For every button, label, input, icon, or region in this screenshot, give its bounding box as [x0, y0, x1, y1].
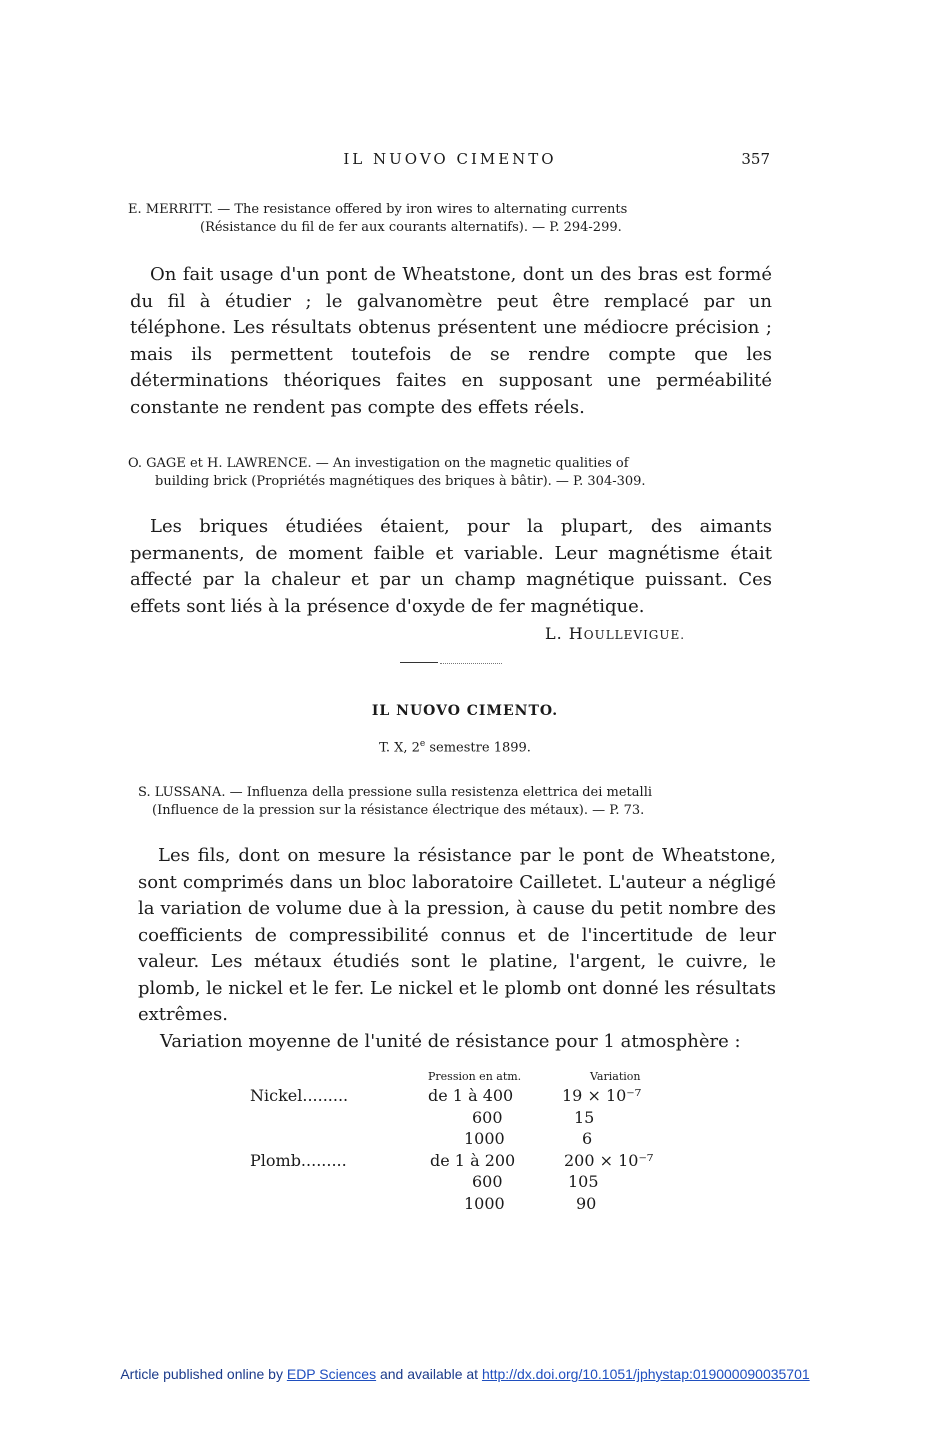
section-subtitle-part: semestre 1899.	[425, 740, 531, 756]
table-cell-pression: 600	[472, 1172, 503, 1191]
reference-gage-lawrence	[128, 455, 773, 491]
publisher-link[interactable]: EDP Sciences	[286, 1366, 377, 1382]
page-number: 357	[741, 150, 770, 168]
table-cell-variation: 15	[574, 1108, 595, 1127]
table-header-pression: Pression en atm.	[428, 1070, 522, 1083]
table-cell-variation: 6	[582, 1129, 593, 1148]
signature-initial: L. H	[545, 624, 584, 643]
table-cell-pression: 600	[472, 1108, 503, 1127]
paragraph-table-intro: Variation moyenne de l'unité de résistance pour 1 atmosphère :	[160, 1031, 741, 1052]
reference-line: O. GAGE et H. LAWRENCE. — An investigation on the magnetic qualities of	[128, 456, 629, 471]
resistance-table	[250, 1070, 690, 1220]
table-cell-pression: de 1 à 400	[428, 1086, 514, 1105]
section-divider-dots	[440, 663, 502, 664]
reference-line: E. MERRITT. — The resistance offered by iron wires to alternating currents	[128, 202, 628, 217]
table-cell-pression: 1000	[464, 1194, 505, 1213]
paragraph-lussana: Les fils, dont on mesure la résistance par le pont de Wheatstone, sont comprimés dans un bloc laboratoire Cailletet. L'auteur a négligé la variation de volume due à la pression, à cause du petit nombre des coefficients de compressibilité connus et de l'incertitude de leur valeur. Les métaux étudiés sont le platine, l'argent, le cuivre, le plomb, le nickel et le fer. Le nickel et le plomb ont donné les résultats extrêmes.	[138, 845, 776, 1025]
reference-lussana	[138, 784, 778, 820]
publisher-footer	[0, 1366, 930, 1382]
section-title: IL NUOVO CIMENTO.	[371, 703, 559, 719]
section-divider	[400, 662, 438, 663]
table-cell-pression: 1000	[464, 1129, 505, 1148]
table-cell-variation: 90	[576, 1194, 597, 1213]
author-signature	[545, 624, 685, 643]
paragraph-gage-lawrence: Les briques étudiées étaient, pour la plupart, des aimants permanents, de moment faible et variable. Leur magnétisme était affecté par la chaleur et par un champ magnétique puissant. Ces effets sont liés à la présence d'oxyde de fer magnétique.	[130, 516, 772, 617]
section-subtitle	[0, 739, 910, 755]
table-cell-variation: 105	[568, 1172, 599, 1191]
reference-line: (Résistance du fil de fer aux courants alternatifs). — P. 294-299.	[200, 220, 622, 235]
table-header-variation: Variation	[590, 1070, 641, 1083]
table-cell-variation: 200 × 10⁻⁷	[564, 1151, 654, 1170]
table-cell-metal: Plomb.........	[250, 1151, 347, 1170]
signature-rest: OULLEVIGUE.	[583, 628, 686, 642]
reference-line: S. LUSSANA. — Influenza della pressione sulla resistenza elettrica dei metalli	[138, 785, 653, 800]
paragraph-merritt: On fait usage d'un pont de Wheatstone, dont un des bras est formé du fil à étudier ; le galvanomètre peut être remplacé par un téléphone. Les résultats obtenus présentent une médiocre précision ; mais ils permettent toutefois de se rendre compte que les déterminations théoriques faites en supposant une perméabilité constante ne rendent pas compte des effets réels.	[130, 264, 772, 418]
footer-middle: and available at	[376, 1366, 482, 1382]
reference-line: building brick (Propriétés magnétiques des briques à bâtir). — P. 304-309.	[155, 474, 646, 489]
running-title: IL NUOVO CIMENTO	[343, 150, 557, 168]
running-head	[130, 150, 770, 174]
table-cell-pression: de 1 à 200	[430, 1151, 516, 1170]
table-cell-metal: Nickel.........	[250, 1086, 349, 1105]
table-cell-variation: 19 × 10⁻⁷	[562, 1086, 642, 1105]
section-subtitle-part: T. X, 2	[379, 740, 420, 756]
doi-link[interactable]: http://dx.doi.org/10.1051/jphystap:019000090035701	[481, 1366, 810, 1382]
reference-line: (Influence de la pression sur la résistance électrique des métaux). — P. 73.	[152, 803, 645, 818]
reference-merritt	[128, 201, 773, 237]
section-subtitle-sup: e	[419, 739, 426, 749]
footer-prefix: Article published online by	[120, 1366, 287, 1382]
